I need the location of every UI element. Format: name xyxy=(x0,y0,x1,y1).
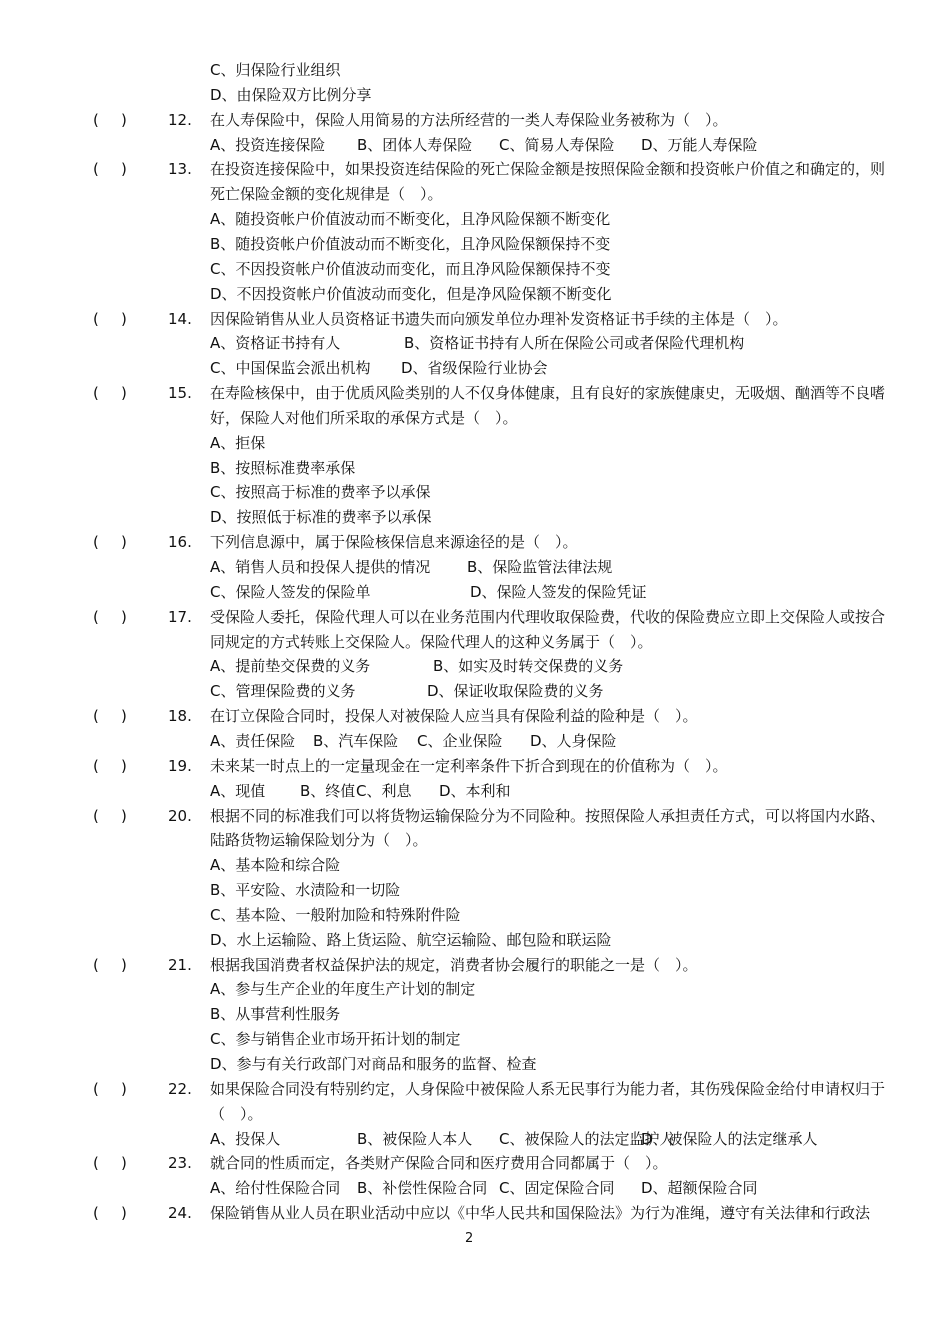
text-line xyxy=(0,1002,950,1027)
answer-option: D、超额保险合同 xyxy=(641,1179,758,1198)
question-text: 就合同的性质而定，各类财产保险合同和医疗费用合同都属于（ ）。 xyxy=(210,1154,668,1173)
line-text: A、基本险和综合险 xyxy=(210,856,341,875)
line-text: D、按照低于标准的费率予以承保 xyxy=(210,508,432,527)
question-text: 保险销售从业人员在职业活动中应以《中华人民共和国保险法》为行为准绳，遵守有关法律和行政法 xyxy=(210,1204,871,1223)
option-row xyxy=(0,779,950,804)
option-row xyxy=(0,331,950,356)
text-line xyxy=(0,853,950,878)
text-line xyxy=(0,977,950,1002)
question-line: ( ) 17. 受保险人委托，保险代理人可以在业务范围内代理收取保险费，代收的保险费应立即上交保险人或按合 xyxy=(0,605,950,630)
question-text: 下列信息源中，属于保险核保信息来源途径的是（ ）。 xyxy=(210,533,578,552)
question-number: 21. xyxy=(168,955,192,974)
text-line xyxy=(0,83,950,108)
answer-option: B、团体人寿保险 xyxy=(357,135,473,154)
line-text: C、参与销售企业市场开拓计划的制定 xyxy=(210,1030,461,1049)
line-text: B、随投资帐户价值波动而不断变化，且净风险保额保持不变 xyxy=(210,234,611,253)
question-number: 12. xyxy=(168,110,192,129)
answer-option: D、本利和 xyxy=(439,781,511,800)
option-row xyxy=(0,679,950,704)
answer-option: B、补偿性保险合同 xyxy=(357,1179,488,1198)
line-text: C、不因投资帐户价值波动而变化，而且净风险保额保持不变 xyxy=(210,259,611,278)
text-line xyxy=(0,1027,950,1052)
answer-option: D、省级保险行业协会 xyxy=(401,359,548,378)
answer-option: A、销售人员和投保人提供的情况 xyxy=(210,558,431,576)
question-text: 根据不同的标准我们可以将货物运输保险分为不同险种。按照保险人承担责任方式，可以将国内水路、 xyxy=(210,806,886,825)
question-line: ( ) 16. 下列信息源中，属于保险核保信息来源途径的是（ ）。 xyxy=(0,530,950,555)
line-text: A、拒保 xyxy=(210,433,266,452)
question-number: 17. xyxy=(168,607,192,626)
answer-option: A、资格证书持有人 xyxy=(210,334,341,353)
text-line xyxy=(0,406,950,431)
question-line: ( ) 23. 就合同的性质而定，各类财产保险合同和医疗费用合同都属于（ ）。 xyxy=(0,1151,950,1176)
question-number: 15. xyxy=(168,384,192,403)
question-line: ( ) 22. 如果保险合同没有特别约定，人身保险中被保险人系无民事行为能力者，其伤残保险金给付申请权归于 xyxy=(0,1077,950,1102)
line-text: A、参与生产企业的年度生产计划的制定 xyxy=(210,980,476,999)
line-text: 好，保险人对他们所采取的承保方式是（ ）。 xyxy=(210,408,518,427)
text-line xyxy=(0,257,950,282)
question-number: 24. xyxy=(168,1204,192,1223)
text-line xyxy=(0,282,950,307)
answer-option: A、责任保险 xyxy=(210,731,296,750)
question-number: 14. xyxy=(168,309,192,328)
line-text: 陆路货物运输保险划分为（ ）。 xyxy=(210,831,428,850)
line-text: 同规定的方式转账上交保险人。保险代理人的这种义务属于（ ）。 xyxy=(210,632,653,651)
option-row xyxy=(0,654,950,679)
text-line xyxy=(0,505,950,530)
question-number: 16. xyxy=(168,533,192,552)
answer-option: B、资格证书持有人所在保险公司或者保险代理机构 xyxy=(404,334,745,353)
line-text: D、不因投资帐户价值波动而变化，但是净风险保额不断变化 xyxy=(210,284,612,303)
question-number: 23. xyxy=(168,1154,192,1173)
line-text: D、由保险双方比例分享 xyxy=(210,85,372,104)
question-line: ( ) 12. 在人寿保险中，保险人用简易的方法所经营的一类人寿保险业务被称为（ ）。 xyxy=(0,108,950,133)
answer-option: C、企业保险 xyxy=(417,731,503,750)
answer-option: B、被保险人本人 xyxy=(357,1129,473,1148)
line-text: D、参与有关行政部门对商品和服务的监督、检查 xyxy=(210,1055,537,1073)
text-line xyxy=(0,928,950,953)
text-line xyxy=(0,878,950,903)
question-number: 18. xyxy=(168,707,192,726)
text-line xyxy=(0,903,950,928)
question-text: 受保险人委托，保险代理人可以在业务范围内代理收取保险费，代收的保险费应立即上交保险人或按合 xyxy=(210,607,886,626)
option-row xyxy=(0,1127,950,1152)
answer-option: A、投保人 xyxy=(210,1129,281,1148)
answer-option: B、保险监管法律法规 xyxy=(467,558,613,576)
question-number: 20. xyxy=(168,806,192,825)
text-line xyxy=(0,828,950,853)
question-line: ( ) 15. 在寿险核保中，由于优质风险类别的人不仅身体健康，且有良好的家族健康史，无吸烟、酗酒等不良嗜 xyxy=(0,381,950,406)
question-number: 13. xyxy=(168,160,192,179)
question-number: 22. xyxy=(168,1079,192,1098)
question-line: ( ) 13. 在投资连接保险中，如果投资连结保险的死亡保险金额是按照保险金额和投资帐户价值之和确定的，则 xyxy=(0,157,950,182)
question-text: 未来某一时点上的一定量现金在一定利率条件下折合到现在的价值称为（ ）。 xyxy=(210,756,728,775)
page-number: 2 xyxy=(465,1231,474,1246)
answer-option: B、终值 xyxy=(300,781,356,800)
question-text: 在人寿保险中，保险人用简易的方法所经营的一类人寿保险业务被称为（ ）。 xyxy=(210,110,728,129)
question-text: 在订立保险合同时，投保人对被保险人应当具有保险利益的险种是（ ）。 xyxy=(210,707,698,726)
text-line xyxy=(0,182,950,207)
line-text: 死亡保险金额的变化规律是（ ）。 xyxy=(210,185,443,204)
text-line xyxy=(0,232,950,257)
option-row xyxy=(0,580,950,605)
answer-option: C、简易人寿保险 xyxy=(499,135,615,154)
question-line: ( ) 19. 未来某一时点上的一定量现金在一定利率条件下折合到现在的价值称为（ ）。 xyxy=(0,754,950,779)
question-line: ( ) 14. 因保险销售从业人员资格证书遗失而向颁发单位办理补发资格证书手续的主体是（ ）。 xyxy=(0,307,950,332)
question-text: 在寿险核保中，由于优质风险类别的人不仅身体健康，且有良好的家族健康史，无吸烟、酗酒等不良嗜 xyxy=(210,384,886,403)
question-line: ( ) 20. 根据不同的标准我们可以将货物运输保险分为不同险种。按照保险人承担责任方式，可以将国内水路、 xyxy=(0,804,950,829)
answer-option: D、万能人寿保险 xyxy=(641,135,758,154)
question-text: 如果保险合同没有特别约定，人身保险中被保险人系无民事行为能力者，其伤残保险金给付申请权归于 xyxy=(210,1079,886,1098)
line-text: B、平安险、水渍险和一切险 xyxy=(210,881,401,900)
answer-option: C、中国保监会派出机构 xyxy=(210,359,371,378)
line-text: C、基本险、一般附加险和特殊附件险 xyxy=(210,905,461,924)
question-text: 因保险销售从业人员资格证书遗失而向颁发单位办理补发资格证书手续的主体是（ ）。 xyxy=(210,309,788,328)
line-text: B、从事营利性服务 xyxy=(210,1005,341,1024)
answer-option: C、管理保险费的义务 xyxy=(210,682,356,701)
answer-option: C、固定保险合同 xyxy=(499,1179,615,1198)
line-text: C、归保险行业组织 xyxy=(210,61,341,79)
answer-option: D、被保险人的法定继承人 xyxy=(641,1129,818,1148)
text-line xyxy=(0,1102,950,1127)
option-row xyxy=(0,133,950,158)
question-line: ( ) 21. 根据我国消费者权益保护法的规定，消费者协会履行的职能之一是（ ）。 xyxy=(0,953,950,978)
answer-option: A、提前垫交保费的义务 xyxy=(210,657,371,676)
answer-option: A、给付性保险合同 xyxy=(210,1179,341,1198)
answer-option: C、被保险人的法定监护人 xyxy=(499,1129,675,1148)
text-line xyxy=(0,480,950,505)
question-text: 在投资连接保险中，如果投资连结保险的死亡保险金额是按照保险金额和投资帐户价值之和确定的，则 xyxy=(210,160,886,179)
text-line xyxy=(0,207,950,232)
text-line xyxy=(0,1052,950,1077)
question-line: ( ) 18. 在订立保险合同时，投保人对被保险人应当具有保险利益的险种是（ ）。 xyxy=(0,704,950,729)
question-line: ( ) 24. 保险销售从业人员在职业活动中应以《中华人民共和国保险法》为行为准绳，遵守有关法律和行政法 xyxy=(0,1201,950,1226)
question-number: 19. xyxy=(168,756,192,775)
option-row xyxy=(0,356,950,381)
answer-option: B、如实及时转交保费的义务 xyxy=(433,657,624,676)
text-line xyxy=(0,431,950,456)
answer-option: D、保证收取保险费的义务 xyxy=(427,682,604,701)
text-line xyxy=(0,58,950,83)
line-text: B、按照标准费率承保 xyxy=(210,458,356,477)
line-text: D、水上运输险、路上货运险、航空运输险、邮包险和联运险 xyxy=(210,930,612,949)
answer-option: B、汽车保险 xyxy=(313,731,399,750)
answer-option: D、人身保险 xyxy=(530,731,617,750)
line-text: A、随投资帐户价值波动而不断变化，且净风险保额不断变化 xyxy=(210,210,611,229)
answer-option: C、利息 xyxy=(356,781,412,800)
text-line xyxy=(0,456,950,481)
option-row xyxy=(0,555,950,580)
line-text: （ ）。 xyxy=(210,1104,263,1123)
text-line xyxy=(0,630,950,655)
answer-option: D、保险人签发的保险凭证 xyxy=(470,582,647,601)
option-row xyxy=(0,729,950,754)
answer-option: A、投资连接保险 xyxy=(210,135,326,154)
option-row xyxy=(0,1176,950,1201)
question-text: 根据我国消费者权益保护法的规定，消费者协会履行的职能之一是（ ）。 xyxy=(210,955,698,974)
answer-option: A、现值 xyxy=(210,781,266,800)
line-text: C、按照高于标准的费率予以承保 xyxy=(210,483,431,502)
answer-option: C、保险人签发的保险单 xyxy=(210,582,371,601)
